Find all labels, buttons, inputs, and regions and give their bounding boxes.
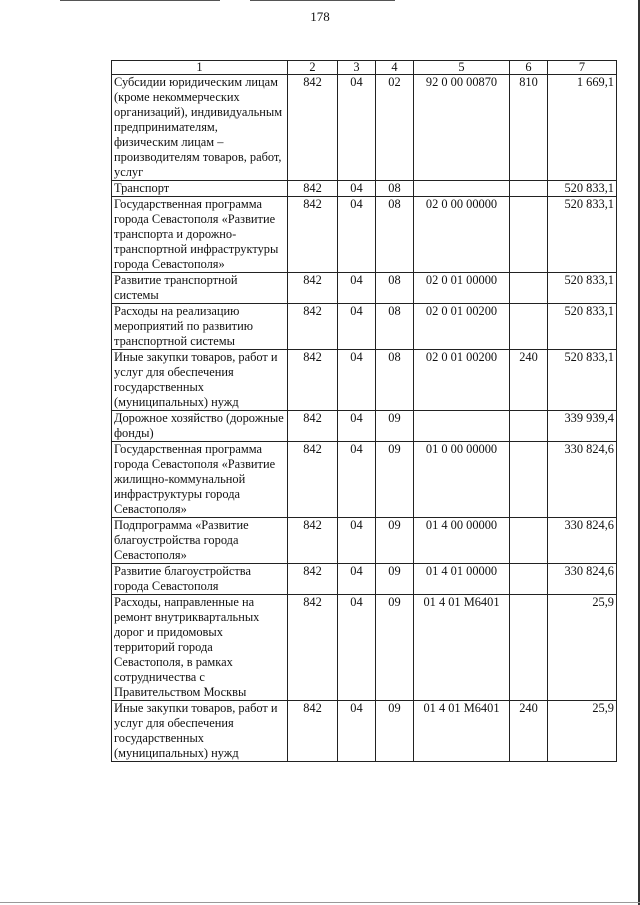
target-item-code: 01 4 01 М6401	[414, 595, 510, 701]
target-item-code: 92 0 00 00870	[414, 75, 510, 181]
department-code: 842	[288, 411, 338, 442]
section-code: 04	[338, 701, 376, 762]
department-code: 842	[288, 442, 338, 518]
expense-name: Развитие благоустройства города Севастополя	[112, 564, 288, 595]
amount: 520 833,1	[548, 273, 617, 304]
table-row	[112, 701, 617, 762]
department-code: 842	[288, 701, 338, 762]
expense-name: Расходы, направленные на ремонт внутриквартальных дорог и придомовых территорий города Севастополя, в рамках сотрудничества с Правительством Москвы	[112, 595, 288, 701]
section-code: 04	[338, 564, 376, 595]
subsection-code: 08	[376, 181, 414, 197]
department-code: 842	[288, 181, 338, 197]
amount: 25,9	[548, 595, 617, 701]
department-code: 842	[288, 197, 338, 273]
section-code: 04	[338, 442, 376, 518]
amount: 330 824,6	[548, 518, 617, 564]
subsection-code: 08	[376, 350, 414, 411]
section-code: 04	[338, 197, 376, 273]
column-header: 6	[510, 61, 548, 75]
column-header: 5	[414, 61, 510, 75]
expense-name: Подпрограмма «Развитие благоустройства города Севастополя»	[112, 518, 288, 564]
column-header: 4	[376, 61, 414, 75]
amount: 330 824,6	[548, 564, 617, 595]
amount: 520 833,1	[548, 197, 617, 273]
target-item-code	[414, 181, 510, 197]
section-code: 04	[338, 181, 376, 197]
budget-table	[111, 60, 617, 762]
section-code: 04	[338, 273, 376, 304]
target-item-code: 02 0 01 00200	[414, 350, 510, 411]
table-row	[112, 518, 617, 564]
department-code: 842	[288, 75, 338, 181]
expense-type-code: 240	[510, 701, 548, 762]
table-row	[112, 595, 617, 701]
subsection-code: 02	[376, 75, 414, 181]
expense-name: Иные закупки товаров, работ и услуг для обеспечения государственных (муниципальных) нужд	[112, 701, 288, 762]
expense-name: Иные закупки товаров, работ и услуг для обеспечения государственных (муниципальных) нужд	[112, 350, 288, 411]
column-header: 2	[288, 61, 338, 75]
section-code: 04	[338, 595, 376, 701]
section-code: 04	[338, 75, 376, 181]
section-code: 04	[338, 350, 376, 411]
scan-edge-border	[0, 902, 640, 903]
column-header: 3	[338, 61, 376, 75]
expense-type-code	[510, 564, 548, 595]
amount: 520 833,1	[548, 304, 617, 350]
expense-name: Субсидии юридическим лицам (кроме некоммерческих организаций), индивидуальным предпринимателям, физическим лицам – производителям товаров, работ, услуг	[112, 75, 288, 181]
expense-type-code: 810	[510, 75, 548, 181]
subsection-code: 09	[376, 442, 414, 518]
expense-name: Дорожное хозяйство (дорожные фонды)	[112, 411, 288, 442]
page-number: 178	[310, 9, 330, 24]
table-row	[112, 442, 617, 518]
table-row	[112, 304, 617, 350]
department-code: 842	[288, 350, 338, 411]
expense-type-code	[510, 197, 548, 273]
amount: 25,9	[548, 701, 617, 762]
table-row	[112, 564, 617, 595]
department-code: 842	[288, 518, 338, 564]
table-row	[112, 197, 617, 273]
expense-type-code	[510, 595, 548, 701]
amount: 339 939,4	[548, 411, 617, 442]
expense-type-code: 240	[510, 350, 548, 411]
target-item-code: 02 0 00 00000	[414, 197, 510, 273]
table-row	[112, 350, 617, 411]
expense-type-code	[510, 273, 548, 304]
target-item-code: 01 0 00 00000	[414, 442, 510, 518]
table-row	[112, 181, 617, 197]
expense-type-code	[510, 304, 548, 350]
subsection-code: 09	[376, 701, 414, 762]
subsection-code: 08	[376, 304, 414, 350]
table-row	[112, 411, 617, 442]
department-code: 842	[288, 273, 338, 304]
amount: 520 833,1	[548, 350, 617, 411]
department-code: 842	[288, 595, 338, 701]
subsection-code: 09	[376, 518, 414, 564]
section-code: 04	[338, 411, 376, 442]
expense-name: Транспорт	[112, 181, 288, 197]
expense-name: Государственная программа города Севастополя «Развитие транспорта и дорожно-транспортной инфраструктуры города Севастополя»	[112, 197, 288, 273]
expense-type-code	[510, 442, 548, 518]
column-header: 7	[548, 61, 617, 75]
expense-name: Расходы на реализацию мероприятий по развитию транспортной системы	[112, 304, 288, 350]
target-item-code: 01 4 01 М6401	[414, 701, 510, 762]
subsection-code: 08	[376, 273, 414, 304]
expense-type-code	[510, 518, 548, 564]
department-code: 842	[288, 564, 338, 595]
expense-type-code	[510, 181, 548, 197]
expense-name: Государственная программа города Севастополя «Развитие жилищно-коммунальной инфраструктуры города Севастополя»	[112, 442, 288, 518]
scan-edge-mark	[250, 0, 395, 1]
subsection-code: 09	[376, 411, 414, 442]
target-item-code: 02 0 01 00000	[414, 273, 510, 304]
subsection-code: 08	[376, 197, 414, 273]
scan-edge-mark	[60, 0, 220, 1]
subsection-code: 09	[376, 595, 414, 701]
target-item-code: 02 0 01 00200	[414, 304, 510, 350]
column-header: 1	[112, 61, 288, 75]
amount: 1 669,1	[548, 75, 617, 181]
section-code: 04	[338, 518, 376, 564]
expense-type-code	[510, 411, 548, 442]
target-item-code: 01 4 01 00000	[414, 564, 510, 595]
expense-name: Развитие транспортной системы	[112, 273, 288, 304]
amount: 520 833,1	[548, 181, 617, 197]
section-code: 04	[338, 304, 376, 350]
target-item-code: 01 4 00 00000	[414, 518, 510, 564]
department-code: 842	[288, 304, 338, 350]
table-row	[112, 75, 617, 181]
amount: 330 824,6	[548, 442, 617, 518]
subsection-code: 09	[376, 564, 414, 595]
table-body	[112, 75, 617, 762]
table-row	[112, 273, 617, 304]
target-item-code	[414, 411, 510, 442]
header-row	[112, 61, 617, 75]
